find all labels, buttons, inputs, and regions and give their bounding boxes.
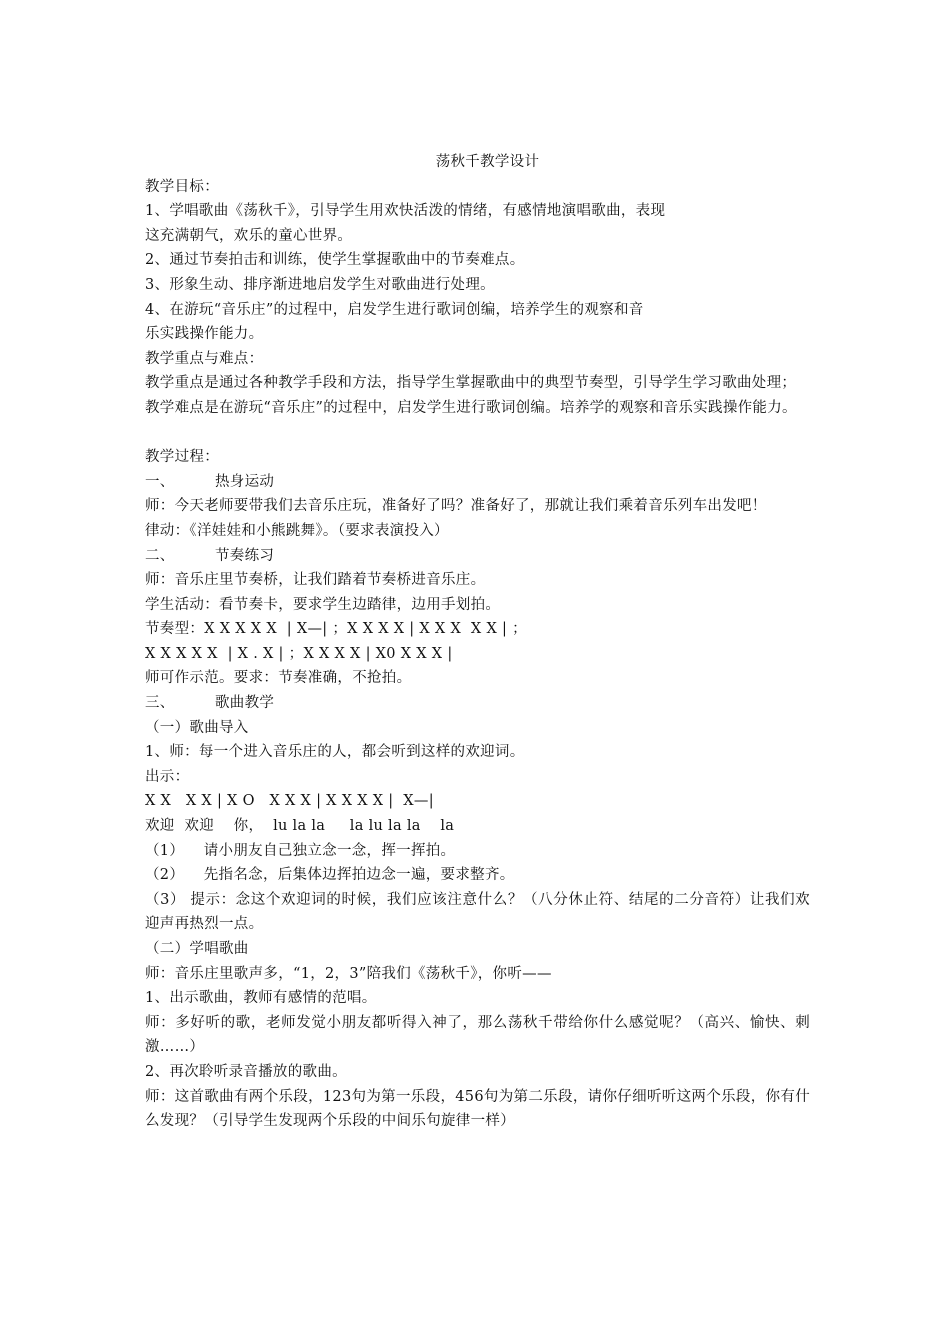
goal-1-line-2: 这充满朝气，欢乐的童心世界。 — [145, 227, 353, 244]
section-2-paragraph-1: 师：音乐庄里节奏桥，让我们踏着节奏桥进音乐庄。 — [145, 572, 486, 589]
section-3-paragraph-4: 师：多好听的歌，老师发觉小朋友都听得入神了，那么荡秋千带给你什么感觉呢？（高兴、愉快、刺激……） — [145, 1014, 810, 1056]
subsection-1-heading: （一）歌曲导入 — [145, 719, 249, 736]
section-1-paragraph-2: 律动：《洋娃娃和小熊跳舞》。（要求表演投入） — [145, 522, 449, 539]
section-1-paragraph-1: 师：今天老师要带我们去音乐庄玩，准备好了吗？准备好了，那就让我们乘着音乐列车出发吧！ — [145, 498, 767, 515]
goal-1-line-1: 1、学唱歌曲《荡秋千》，引导学生用欢快活泼的情绪，有感情地演唱歌曲，表现 — [145, 203, 666, 220]
difficult-point-paragraph: 教学难点是在游玩“音乐庄”的过程中，启发学生进行歌词创编。培养学的观察和音乐实践操作能力。 — [145, 399, 797, 416]
step-2: （2） 先指名念，后集体边挥拍边念一遍，要求整齐。 — [145, 867, 515, 884]
section-2-number: 二、 — [145, 547, 175, 564]
welcome-lyrics: 欢迎 欢迎 你， lu la la la lu la la la — [145, 818, 455, 835]
document-title: 荡秋千教学设计 — [435, 154, 540, 170]
step-1: （1） 请小朋友自己独立念一念，挥一挥拍。 — [145, 842, 456, 859]
goal-4-line-2: 乐实践操作能力。 — [145, 326, 264, 343]
section-2-paragraph-2: 学生活动：看节奏卡，要求学生边踏律，边用手划拍。 — [145, 596, 501, 613]
section-3-paragraph-1: 1、师：每一个进入音乐庄的人，都会听到这样的欢迎词。 — [145, 744, 525, 761]
key-point-paragraph: 教学重点是通过各种教学手段和方法，指导学生掌握歌曲中的典型节奏型，引导学生学习歌曲处理； — [145, 375, 797, 392]
rhythm-pattern-1: 节奏型：X X X X X | X—| ；X X X X | X X X X X | ； — [145, 621, 527, 638]
section-3-paragraph-6: 师：这首歌曲有两个乐段，123句为第一乐段，456句为第二乐段，请你仔细听听这两个乐段，你有什么发现？（引导学生发现两个乐段的中间乐句旋律一样） — [145, 1088, 810, 1130]
section-2-heading — [145, 544, 810, 569]
section-3-paragraph-5: 2、再次聆听录音播放的歌曲。 — [145, 1063, 347, 1080]
section-1-title: 热身运动 — [215, 473, 275, 490]
show-label: 出示： — [145, 768, 190, 785]
goal-2: 2、通过节奏拍击和训练，使学生掌握歌曲中的节奏难点。 — [145, 252, 525, 269]
section-3-heading — [145, 691, 810, 716]
step-3: （3） 提示：念这个欢迎词的时候，我们应该注意什么？（八分休止符、结尾的二分音符）让我们欢迎声再热烈一点。 — [145, 891, 810, 933]
process-heading: 教学过程： — [145, 449, 219, 466]
subsection-2-heading: （二）学唱歌曲 — [145, 941, 249, 957]
document-body — [145, 150, 810, 1134]
goal-3: 3、形象生动、排序渐进地启发学生对歌曲进行处理。 — [145, 276, 495, 293]
key-points-heading: 教学重点与难点： — [145, 350, 264, 367]
rhythm-pattern-2: X X X X X | X . X | ；X X X X | X0 X X X | — [145, 645, 453, 662]
section-1-number: 一、 — [145, 473, 175, 490]
section-3-number: 三、 — [145, 695, 175, 712]
goal-4-line-1: 4、在游玩“音乐庄”的过程中，启发学生进行歌词创编，培养学生的观察和音 — [145, 301, 644, 318]
section-3-paragraph-2: 师：音乐庄里歌声多，“1，2，3”陪我们《荡秋千》，你听—— — [145, 965, 552, 982]
welcome-rhythm: X X X X | X O X X X | X X X X | X—| — [145, 793, 434, 810]
section-2-paragraph-3: 师可作示范。要求：节奏准确，不抢拍。 — [145, 670, 412, 687]
section-2-title: 节奏练习 — [215, 547, 275, 564]
section-1-heading — [145, 470, 810, 495]
blank-line — [145, 421, 810, 446]
section-3-title: 歌曲教学 — [215, 695, 275, 712]
section-3-paragraph-3: 1、出示歌曲，教师有感情的范唱。 — [145, 990, 377, 1007]
goals-heading: 教学目标： — [145, 178, 219, 195]
